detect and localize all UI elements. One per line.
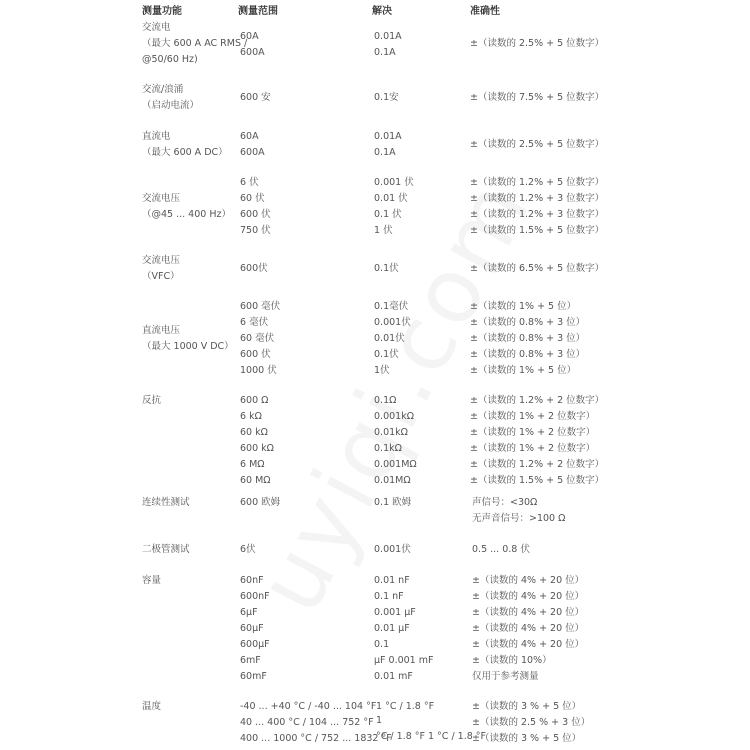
resolution-cell: 0.1kΩ — [374, 443, 402, 454]
accuracy-cell: ±（读数的 4% + 20 位） — [472, 575, 585, 586]
accuracy-cell: ±（读数的 1% + 5 位） — [470, 365, 577, 376]
accuracy-cell: ±（读数的 1.5% + 5 位数字） — [470, 225, 605, 236]
section-label: 交流电压 — [142, 255, 181, 266]
resolution-cell: 0.01 μF — [374, 623, 410, 634]
accuracy-cell: ±（读数的 2.5 % + 3 位） — [472, 717, 591, 728]
resolution-cell: 0.001伏 — [374, 317, 411, 328]
accuracy-cell: ±（读数的 1% + 5 位） — [470, 301, 577, 312]
range-cell: 600A — [240, 147, 265, 158]
range-cell: 600 安 — [240, 92, 271, 103]
resolution-cell: 0.1A — [374, 47, 396, 58]
range-cell: 6 毫伏 — [240, 317, 269, 328]
resolution-cell: 0.01 mF — [374, 671, 413, 682]
resolution-cell: 0.1 伏 — [374, 209, 402, 220]
range-cell: 600nF — [240, 591, 270, 602]
section-label: 容量 — [142, 575, 162, 586]
range-cell: 1000 伏 — [240, 365, 277, 376]
range-cell: 60 kΩ — [240, 427, 268, 438]
section-label: 交流电压 — [142, 193, 181, 204]
accuracy-cell: ±（读数的 4% + 20 位） — [472, 639, 585, 650]
range-cell: 6μF — [240, 607, 258, 618]
accuracy-cell: ±（读数的 4% + 20 位） — [472, 591, 585, 602]
resolution-cell: 1 伏 — [374, 225, 393, 236]
resolution-cell: 0.001伏 — [374, 544, 411, 555]
accuracy-cell: ±（读数的 0.8% + 3 位） — [470, 349, 586, 360]
section-label: （最大 600 A AC RMS / — [142, 38, 248, 49]
resolution-cell: 0.1A — [374, 147, 396, 158]
resolution-cell: 1 °C / 1.8 °F — [376, 701, 435, 712]
range-cell: 600 伏 — [240, 209, 271, 220]
section-label: 二极管测试 — [142, 544, 190, 555]
resolution-cell: 0.001MΩ — [374, 459, 417, 470]
accuracy-cell: 声信号：<30Ω — [472, 497, 538, 508]
range-cell: 60μF — [240, 623, 264, 634]
resolution-cell: 0.1 欧姆 — [374, 497, 412, 508]
resolution-cell: 0.1 — [374, 639, 390, 650]
accuracy-cell: ±（读数的 4% + 20 位） — [472, 607, 585, 618]
resolution-cell: 0.1 nF — [374, 591, 404, 602]
resolution-cell: 1 — [376, 715, 383, 726]
accuracy-cell: ±（读数的 1.2% + 2 位数字） — [470, 395, 605, 406]
header-accuracy: 准确性 — [470, 6, 500, 17]
accuracy-cell: ±（读数的 4% + 20 位） — [472, 623, 585, 634]
resolution-cell: 0.1Ω — [374, 395, 397, 406]
range-cell: 60nF — [240, 575, 264, 586]
resolution-cell: 0.1伏 — [374, 349, 399, 360]
range-cell: 6mF — [240, 655, 261, 666]
range-cell: 60 毫伏 — [240, 333, 275, 344]
range-cell: 750 伏 — [240, 225, 271, 236]
section-label: （VFC） — [142, 271, 180, 282]
range-cell: 400 ... 1000 °C / 752 ... 1832 °F — [240, 733, 392, 744]
range-cell: 600 Ω — [240, 395, 269, 406]
section-label: （启动电流） — [142, 100, 200, 111]
section-label: 连续性测试 — [142, 497, 190, 508]
resolution-cell: 0.001kΩ — [374, 411, 414, 422]
section-label: @50/60 Hz) — [142, 54, 198, 65]
accuracy-cell: ±（读数的 10%） — [472, 655, 552, 666]
resolution-cell: 0.1安 — [374, 92, 399, 103]
accuracy-cell: ±（读数的 0.8% + 3 位） — [470, 333, 586, 344]
resolution-cell: 0.01A — [374, 31, 402, 42]
section-label: 交流电 — [142, 22, 171, 33]
range-cell: 60mF — [240, 671, 267, 682]
accuracy-cell: ±（读数的 1.2% + 5 位数字） — [470, 177, 605, 188]
accuracy-cell: ±（读数的 1% + 2 位数字） — [470, 411, 596, 422]
range-cell: 60A — [240, 131, 259, 142]
accuracy-cell: ±（读数的 1.2% + 3 位数字） — [470, 193, 605, 204]
range-cell: 6 MΩ — [240, 459, 265, 470]
range-cell: 600μF — [240, 639, 270, 650]
accuracy-cell: ±（读数的 1% + 2 位数字） — [470, 427, 596, 438]
accuracy-cell: ±（读数的 6.5% + 5 位数字） — [470, 263, 605, 274]
section-label: 温度 — [142, 701, 162, 712]
range-cell: 600伏 — [240, 263, 268, 274]
accuracy-cell: 无声音信号：>100 Ω — [472, 513, 566, 524]
resolution-cell: 0.01 伏 — [374, 193, 408, 204]
resolution-cell: 1伏 — [374, 365, 390, 376]
resolution-cell: 0.001 伏 — [374, 177, 414, 188]
resolution-cell: 0.001 μF — [374, 607, 416, 618]
range-cell: 600 伏 — [240, 349, 271, 360]
accuracy-cell: ±（读数的 2.5% + 5 位数字） — [470, 139, 605, 150]
section-label: （@45 ... 400 Hz） — [142, 209, 231, 220]
resolution-cell: μF 0.001 mF — [374, 655, 434, 666]
section-label: 反抗 — [142, 395, 162, 406]
header-resolution: 解决 — [372, 6, 392, 17]
accuracy-cell: ±（读数的 1% + 2 位数字） — [470, 443, 596, 454]
range-cell: 40 ... 400 °C / 104 ... 752 °F — [240, 717, 374, 728]
resolution-cell: 0.01A — [374, 131, 402, 142]
accuracy-cell: ±（读数的 7.5% + 5 位数字） — [470, 92, 605, 103]
range-cell: -40 ... +40 °C / -40 ... 104 °F — [240, 701, 377, 712]
section-label: （最大 600 A DC） — [142, 147, 228, 158]
resolution-cell: 0.01kΩ — [374, 427, 408, 438]
range-cell: 60 MΩ — [240, 475, 271, 486]
accuracy-cell: ±（读数的 1.2% + 2 位数字） — [470, 459, 605, 470]
resolution-cell: 0.01MΩ — [374, 475, 411, 486]
range-cell: 600 kΩ — [240, 443, 274, 454]
range-cell: 6 伏 — [240, 177, 259, 188]
range-cell: 60 伏 — [240, 193, 265, 204]
accuracy-cell: ±（读数的 2.5% + 5 位数字） — [470, 38, 605, 49]
resolution-cell: 0.01伏 — [374, 333, 405, 344]
resolution-cell: 0.1毫伏 — [374, 301, 409, 312]
section-label: 直流电 — [142, 131, 171, 142]
accuracy-cell: ±（读数的 3 % + 5 位） — [472, 733, 582, 744]
accuracy-cell: ±（读数的 3 % + 5 位） — [472, 701, 582, 712]
accuracy-cell: ±（读数的 0.8% + 3 位） — [470, 317, 586, 328]
accuracy-cell: 0.5 ... 0.8 伏 — [472, 544, 530, 555]
section-label: 交流/浪涌 — [142, 84, 184, 95]
range-cell: 60A — [240, 31, 259, 42]
range-cell: 6伏 — [240, 544, 256, 555]
accuracy-cell: 仅用于参考测量 — [472, 671, 539, 682]
section-label: 直流电压 — [142, 325, 181, 336]
range-cell: 600 欧姆 — [240, 497, 281, 508]
section-label: （最大 1000 V DC） — [142, 341, 234, 352]
resolution-cell: 0.1伏 — [374, 263, 399, 274]
resolution-cell: °C / 1.8 °F 1 °C / 1.8 °F — [376, 731, 487, 742]
header-range: 测量范围 — [238, 6, 278, 17]
accuracy-cell: ±（读数的 1.2% + 3 位数字） — [470, 209, 605, 220]
resolution-cell: 0.01 nF — [374, 575, 410, 586]
range-cell: 600 毫伏 — [240, 301, 281, 312]
range-cell: 600A — [240, 47, 265, 58]
range-cell: 6 kΩ — [240, 411, 262, 422]
header-function: 测量功能 — [142, 6, 182, 17]
accuracy-cell: ±（读数的 1.5% + 5 位数字） — [470, 475, 605, 486]
